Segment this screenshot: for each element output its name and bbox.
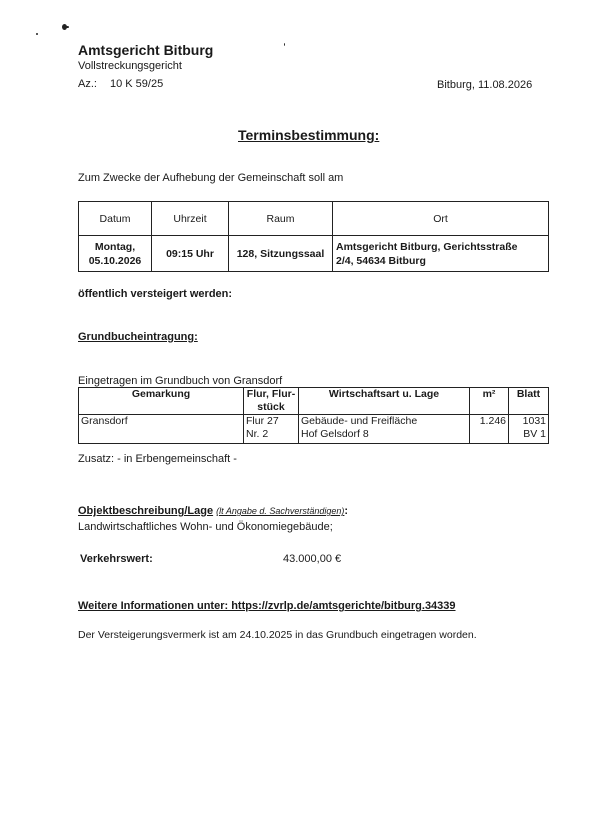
flur-line-1: Flur 27 bbox=[246, 415, 279, 427]
wirtschaftsart-line-2: Hof Gelsdorf 8 bbox=[301, 428, 369, 440]
scan-speck bbox=[66, 26, 69, 28]
file-reference-label: Az.: bbox=[78, 78, 97, 90]
blatt-line-2: BV 1 bbox=[523, 428, 546, 440]
object-heading-colon: : bbox=[344, 505, 349, 517]
cell-uhrzeit: 09:15 Uhr bbox=[152, 236, 229, 272]
flur-line-2: Nr. 2 bbox=[246, 428, 269, 440]
land-register-table bbox=[78, 387, 549, 444]
blatt-line-1: 1031 bbox=[522, 415, 546, 427]
cell-flur bbox=[244, 415, 299, 444]
scan-speck bbox=[36, 33, 38, 35]
ort-line-1: Amtsgericht Bitburg, Gerichtsstraße bbox=[336, 240, 518, 253]
land-register-row bbox=[79, 415, 549, 444]
appointment-table bbox=[78, 201, 549, 272]
col-header-raum: Raum bbox=[229, 202, 333, 236]
col-header-ort: Ort bbox=[333, 202, 549, 236]
market-value-label: Verkehrswert: bbox=[80, 553, 153, 565]
scan-speck bbox=[284, 43, 285, 46]
cell-blatt bbox=[509, 415, 549, 444]
datum-weekday: Montag, bbox=[94, 240, 136, 253]
col-header-wirtschaftsart: Wirtschaftsart u. Lage bbox=[299, 388, 470, 415]
appointment-table-header bbox=[79, 202, 549, 236]
market-value: 43.000,00 € bbox=[283, 553, 342, 565]
more-info-link[interactable]: Weitere Informationen unter: https://zvrlp.de/amtsgerichte/bitburg.34339 bbox=[78, 600, 456, 612]
col-header-blatt: Blatt bbox=[509, 388, 549, 415]
ort-line-2: 2/4, 54634 Bitburg bbox=[336, 254, 426, 267]
object-heading-note: (lt Angabe d. Sachverständigen) bbox=[216, 506, 345, 516]
cell-gemarkung: Gransdorf bbox=[79, 415, 244, 444]
cell-datum bbox=[79, 236, 152, 272]
appointment-row bbox=[79, 236, 549, 272]
land-register-heading: Grundbucheintragung: bbox=[78, 331, 198, 343]
cell-wirtschaftsart bbox=[299, 415, 470, 444]
court-department: Vollstreckungsgericht bbox=[78, 60, 182, 72]
document-title: Terminsbestimmung: bbox=[238, 127, 380, 143]
wirtschaftsart-line-1: Gebäude- und Freifläche bbox=[301, 415, 418, 427]
object-heading-line bbox=[78, 505, 348, 517]
land-register-header bbox=[79, 388, 549, 415]
col-header-gemarkung: Gemarkung bbox=[79, 388, 244, 415]
flur-header-line-1: Flur, Flur- bbox=[246, 388, 296, 400]
object-heading: Objektbeschreibung/Lage bbox=[78, 505, 214, 517]
auction-text: öffentlich versteigert werden: bbox=[78, 288, 233, 300]
cell-ort bbox=[333, 236, 549, 272]
place-date: Bitburg, 11.08.2026 bbox=[437, 79, 533, 91]
col-header-flur bbox=[244, 388, 299, 415]
datum-date: 05.10.2026 bbox=[88, 254, 142, 267]
footer-note: Der Versteigerungsvermerk ist am 24.10.2025 in das Grundbuch eingetragen worden. bbox=[78, 629, 477, 641]
col-header-qm: m² bbox=[470, 388, 509, 415]
cell-raum: 128, Sitzungssaal bbox=[229, 236, 333, 272]
court-name: Amtsgericht Bitburg bbox=[78, 42, 214, 58]
col-header-uhrzeit: Uhrzeit bbox=[152, 202, 229, 236]
land-register-location: Eingetragen im Grundbuch von Gransdorf bbox=[78, 375, 283, 387]
col-header-datum: Datum bbox=[79, 202, 152, 236]
land-register-addendum: Zusatz: - in Erbengemeinschaft - bbox=[78, 453, 237, 465]
cell-qm: 1.246 bbox=[470, 415, 509, 444]
file-reference: 10 K 59/25 bbox=[110, 78, 164, 90]
flur-header-line-2: stück bbox=[257, 401, 285, 413]
object-description: Landwirtschaftliches Wohn- und Ökonomiegebäude; bbox=[78, 521, 333, 533]
intro-text: Zum Zwecke der Aufhebung der Gemeinschaft soll am bbox=[78, 172, 344, 184]
